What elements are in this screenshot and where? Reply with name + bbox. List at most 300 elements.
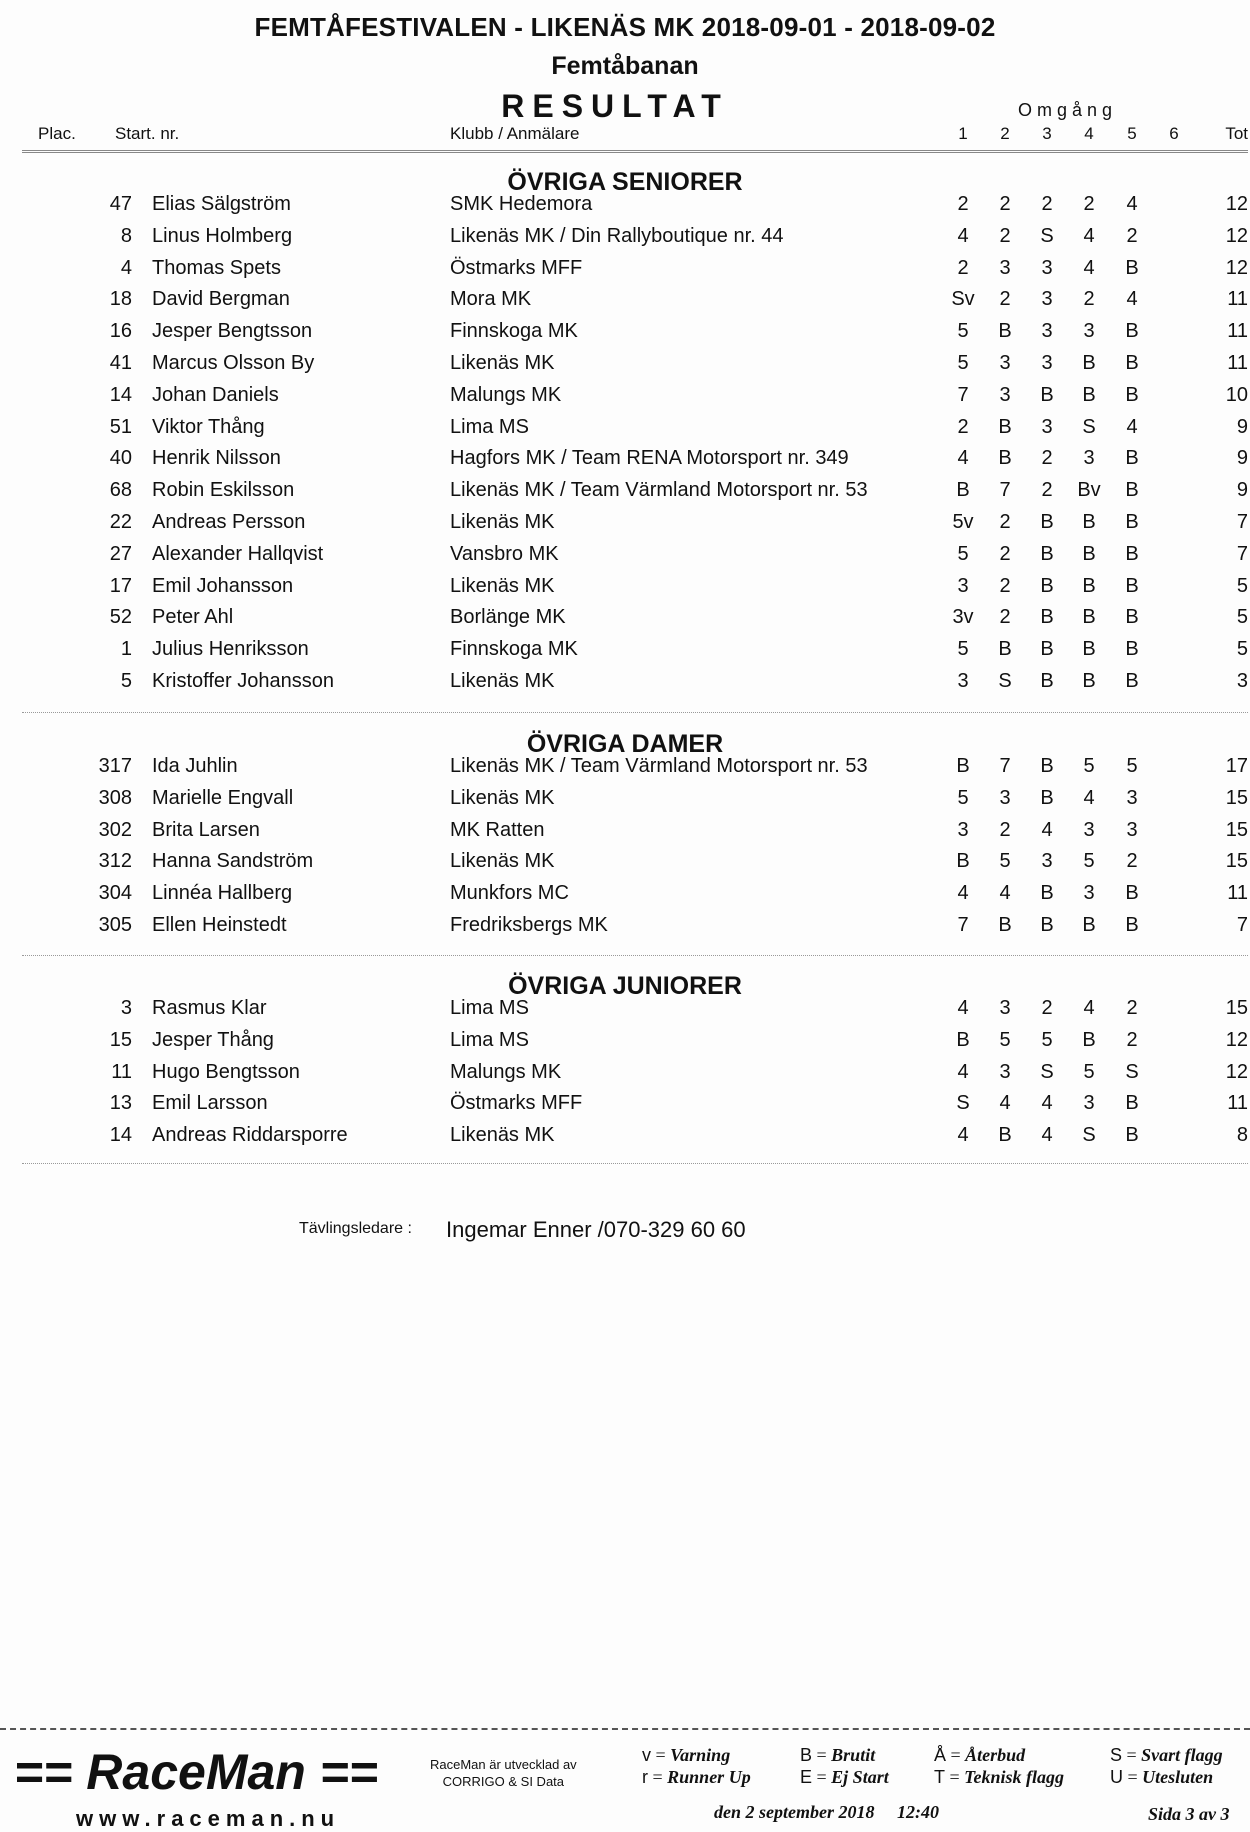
start-number: 302	[98, 819, 132, 841]
official-label: Tävlingsledare :	[299, 1220, 412, 1237]
driver-name: Viktor Thång	[152, 416, 265, 438]
club-name: Likenäs MK	[450, 850, 555, 872]
round-3-result: B	[1040, 882, 1054, 904]
section-title-damer: ÖVRIGA DAMER	[526, 730, 724, 758]
driver-name: Emil Larsson	[152, 1092, 268, 1114]
round-2-result: 4	[999, 882, 1011, 904]
round-2-result: 5	[999, 850, 1011, 872]
round-2-result: B	[998, 447, 1012, 469]
start-number: 40	[109, 447, 132, 469]
club-name: Likenäs MK / Din Rallyboutique nr. 44	[450, 225, 784, 247]
track-name: Femtåbanan	[551, 52, 699, 80]
round-5-result: B	[1125, 257, 1139, 279]
col-round-6: 6	[1169, 124, 1179, 143]
round-1-result: B	[956, 479, 970, 501]
round-5-result: B	[1125, 914, 1139, 936]
round-2-result: 7	[999, 479, 1011, 501]
start-number: 16	[109, 320, 132, 342]
round-1-result: 5	[957, 787, 969, 809]
raceman-url[interactable]: www.raceman.nu	[76, 1806, 341, 1831]
driver-name: Ida Juhlin	[152, 755, 238, 777]
total-points: 8	[1236, 1124, 1248, 1146]
round-5-result: 4	[1126, 193, 1138, 215]
round-1-result: 4	[957, 447, 969, 469]
round-3-result: B	[1040, 511, 1054, 533]
official-value: Ingemar Enner /070-329 60 60	[446, 1217, 746, 1242]
start-number: 4	[120, 257, 132, 279]
start-number: 14	[109, 1124, 132, 1146]
result-row	[0, 543, 1250, 575]
round-1-result: 5	[957, 543, 969, 565]
round-4-result: B	[1082, 543, 1096, 565]
round-4-result: 2	[1083, 193, 1095, 215]
club-name: Likenäs MK / Team Värmland Motorsport nr. 53	[450, 479, 868, 501]
credit-line-2: CORRIGO & SI Data	[442, 1774, 565, 1789]
total-points: 9	[1236, 416, 1248, 438]
legend-item: T = Teknisk flagg	[934, 1767, 1064, 1787]
result-row	[0, 787, 1250, 819]
round-5-result: B	[1125, 882, 1139, 904]
header-divider	[22, 150, 1248, 153]
driver-name: Henrik Nilsson	[152, 447, 281, 469]
round-5-result: 3	[1126, 787, 1138, 809]
result-row	[0, 882, 1250, 914]
col-round-1: 1	[958, 124, 968, 143]
round-5-result: B	[1125, 352, 1139, 374]
legend-text: Varning	[670, 1745, 731, 1765]
club-name: Lima MS	[450, 997, 529, 1019]
round-3-result: 3	[1041, 288, 1053, 310]
legend-code: Å	[934, 1745, 947, 1765]
result-row	[0, 638, 1250, 670]
round-1-result: B	[956, 850, 970, 872]
round-4-result: B	[1082, 670, 1096, 692]
round-1-result: 4	[957, 1124, 969, 1146]
col-round-2: 2	[1000, 124, 1010, 143]
round-5-result: 5	[1126, 755, 1138, 777]
result-row	[0, 755, 1250, 787]
section-divider	[22, 712, 1248, 713]
round-1-result: 5	[957, 320, 969, 342]
round-3-result: S	[1040, 1061, 1054, 1083]
round-2-result: B	[998, 320, 1012, 342]
result-title: RESULTAT	[501, 88, 729, 124]
start-number: 18	[109, 288, 132, 310]
legend-code: E	[800, 1767, 813, 1787]
round-5-result: B	[1125, 670, 1139, 692]
result-row	[0, 914, 1250, 946]
result-row	[0, 416, 1250, 448]
round-3-result: 4	[1041, 1092, 1053, 1114]
round-4-result: 4	[1083, 225, 1095, 247]
legend-text: Runner Up	[667, 1767, 751, 1787]
round-5-result: B	[1125, 543, 1139, 565]
round-1-result: 3	[957, 819, 969, 841]
result-row	[0, 511, 1250, 543]
round-2-result: 2	[999, 511, 1011, 533]
legend-text: Utesluten	[1142, 1767, 1214, 1787]
driver-name: Andreas Persson	[152, 511, 306, 533]
driver-name: Andreas Riddarsporre	[152, 1124, 348, 1146]
total-points: 10	[1225, 384, 1248, 406]
start-number: 3	[120, 997, 132, 1019]
result-row	[0, 288, 1250, 320]
round-3-result: 2	[1041, 479, 1053, 501]
result-row	[0, 447, 1250, 479]
driver-name: David Bergman	[152, 288, 290, 310]
section-divider	[22, 1163, 1248, 1164]
col-start-nr: Start. nr.	[115, 124, 180, 143]
legend-text: Brutit	[831, 1745, 876, 1765]
total-points: 5	[1236, 575, 1248, 597]
event-title: FEMTÅFESTIVALEN - LIKENÄS MK 2018-09-01 - 2018-09-02	[254, 12, 996, 42]
round-1-result: B	[956, 755, 970, 777]
total-points: 12	[1225, 1029, 1248, 1051]
driver-name: Linus Holmberg	[152, 225, 293, 247]
legend-code: U	[1110, 1767, 1123, 1787]
round-1-result: 7	[957, 384, 969, 406]
club-name: Malungs MK	[450, 1061, 562, 1083]
driver-name: Marielle Engvall	[152, 787, 294, 809]
driver-name: Hanna Sandström	[152, 850, 314, 872]
start-number: 52	[109, 606, 132, 628]
round-4-result: 2	[1083, 288, 1095, 310]
round-5-result: 2	[1126, 850, 1138, 872]
total-points: 12	[1225, 1061, 1248, 1083]
round-3-result: 5	[1041, 1029, 1053, 1051]
round-3-result: 3	[1041, 352, 1053, 374]
result-row	[0, 819, 1250, 851]
club-name: Likenäs MK	[450, 352, 555, 374]
legend-code: B	[800, 1745, 813, 1765]
footer-divider	[0, 1728, 1250, 1730]
result-row	[0, 575, 1250, 607]
round-2-result: 3	[999, 997, 1011, 1019]
club-name: Finnskoga MK	[450, 638, 578, 660]
driver-name: Johan Daniels	[152, 384, 279, 406]
page-number: Sida 3 av 3	[1148, 1804, 1230, 1824]
total-points: 9	[1236, 447, 1248, 469]
round-5-result: B	[1125, 384, 1139, 406]
club-name: MK Ratten	[450, 819, 545, 841]
club-name: Likenäs MK / Team Värmland Motorsport nr. 53	[450, 755, 868, 777]
total-points: 15	[1225, 787, 1248, 809]
round-3-result: 3	[1041, 416, 1053, 438]
club-name: Vansbro MK	[450, 543, 559, 565]
start-number: 1	[120, 638, 132, 660]
driver-name: Ellen Heinstedt	[152, 914, 287, 936]
result-row	[0, 320, 1250, 352]
round-5-result: B	[1125, 511, 1139, 533]
club-name: Lima MS	[450, 416, 529, 438]
total-points: 5	[1236, 638, 1248, 660]
round-5-result: 2	[1126, 1029, 1138, 1051]
result-row	[0, 606, 1250, 638]
round-2-result: 2	[999, 225, 1011, 247]
driver-name: Robin Eskilsson	[152, 479, 295, 501]
round-5-result: 2	[1126, 225, 1138, 247]
club-name: Likenäs MK	[450, 511, 555, 533]
round-3-result: B	[1040, 638, 1054, 660]
round-5-result: B	[1125, 447, 1139, 469]
start-number: 317	[98, 755, 132, 777]
driver-name: Brita Larsen	[152, 819, 260, 841]
raceman-logo: == RaceMan ==	[14, 1744, 379, 1800]
round-1-result: Sv	[951, 288, 975, 310]
round-5-result: B	[1125, 1092, 1139, 1114]
club-name: SMK Hedemora	[450, 193, 593, 215]
round-2-result: 3	[999, 352, 1011, 374]
total-points: 7	[1236, 511, 1248, 533]
start-number: 22	[109, 511, 132, 533]
total-points: 11	[1227, 1092, 1248, 1114]
round-2-result: 2	[999, 288, 1011, 310]
round-2-result: 4	[999, 1092, 1011, 1114]
driver-name: Kristoffer Johansson	[152, 670, 334, 692]
round-2-result: 2	[999, 193, 1011, 215]
round-1-result: S	[956, 1092, 970, 1114]
round-3-result: 3	[1041, 850, 1053, 872]
round-3-result: 4	[1041, 819, 1053, 841]
total-points: 12	[1225, 225, 1248, 247]
round-2-result: 2	[999, 543, 1011, 565]
round-4-result: 5	[1083, 850, 1095, 872]
result-row	[0, 850, 1250, 882]
legend-text: Återbud	[965, 1745, 1026, 1765]
round-5-result: 4	[1126, 288, 1138, 310]
round-4-result: Bv	[1077, 479, 1101, 501]
round-4-result: S	[1082, 416, 1096, 438]
total-points: 9	[1236, 479, 1248, 501]
round-4-result: 4	[1083, 787, 1095, 809]
total-points: 5	[1236, 606, 1248, 628]
total-points: 7	[1236, 914, 1248, 936]
round-2-result: 7	[999, 755, 1011, 777]
col-plac: Plac.	[38, 124, 76, 143]
round-2-result: 3	[999, 384, 1011, 406]
result-row	[0, 352, 1250, 384]
club-name: Malungs MK	[450, 384, 562, 406]
round-4-result: B	[1082, 1029, 1096, 1051]
round-3-result: 2	[1041, 447, 1053, 469]
result-row	[0, 1124, 1250, 1156]
start-number: 305	[98, 914, 132, 936]
round-4-result: 3	[1083, 882, 1095, 904]
driver-name: Peter Ahl	[152, 606, 234, 628]
club-name: Munkfors MC	[450, 882, 569, 904]
round-4-result: 3	[1083, 320, 1095, 342]
round-1-result: 4	[957, 997, 969, 1019]
result-row	[0, 1092, 1250, 1124]
round-2-result: B	[998, 416, 1012, 438]
round-3-result: B	[1040, 575, 1054, 597]
round-1-result: 2	[957, 193, 969, 215]
round-4-result: B	[1082, 384, 1096, 406]
start-number: 312	[98, 850, 132, 872]
legend-item: B = Brutit	[800, 1745, 876, 1765]
club-name: Mora MK	[450, 288, 532, 310]
round-4-result: S	[1082, 1124, 1096, 1146]
round-2-result: 2	[999, 575, 1011, 597]
round-1-result: 3	[957, 575, 969, 597]
club-name: Likenäs MK	[450, 1124, 555, 1146]
round-3-result: B	[1040, 606, 1054, 628]
round-3-result: 2	[1041, 193, 1053, 215]
round-4-result: B	[1082, 914, 1096, 936]
round-3-result: B	[1040, 755, 1054, 777]
driver-name: Alexander Hallqvist	[152, 543, 324, 565]
start-number: 15	[109, 1029, 132, 1051]
round-5-result: 3	[1126, 819, 1138, 841]
col-round-4: 4	[1084, 124, 1094, 143]
total-points: 17	[1225, 755, 1248, 777]
legend-item: S = Svart flagg	[1110, 1745, 1223, 1765]
round-3-result: 3	[1041, 320, 1053, 342]
start-number: 11	[111, 1061, 132, 1083]
round-4-result: 5	[1083, 755, 1095, 777]
legend-item: Å = Återbud	[934, 1745, 1026, 1765]
round-4-result: B	[1082, 606, 1096, 628]
club-name: Östmarks MFF	[450, 1092, 583, 1114]
start-number: 47	[109, 193, 132, 215]
total-points: 15	[1225, 997, 1248, 1019]
round-3-result: B	[1040, 543, 1054, 565]
legend-code: S	[1110, 1745, 1123, 1765]
round-3-result: 3	[1041, 257, 1053, 279]
round-3-result: 2	[1041, 997, 1053, 1019]
round-4-result: 3	[1083, 447, 1095, 469]
round-1-result: 5	[957, 352, 969, 374]
round-4-result: B	[1082, 352, 1096, 374]
result-row	[0, 1029, 1250, 1061]
legend-code: r	[642, 1767, 648, 1787]
round-3-result: B	[1040, 787, 1054, 809]
result-row	[0, 479, 1250, 511]
round-group-label: Omgång	[1018, 100, 1118, 120]
round-3-result: 4	[1041, 1124, 1053, 1146]
round-3-result: S	[1040, 225, 1054, 247]
legend-text: Teknisk flagg	[964, 1767, 1064, 1787]
result-row	[0, 997, 1250, 1029]
result-row	[0, 225, 1250, 257]
start-number: 13	[109, 1092, 132, 1114]
col-round-5: 5	[1127, 124, 1137, 143]
legend-item: v = Varning	[642, 1745, 731, 1765]
round-5-result: S	[1125, 1061, 1139, 1083]
club-name: Borlänge MK	[450, 606, 566, 628]
result-row	[0, 384, 1250, 416]
total-points: 3	[1236, 670, 1248, 692]
round-5-result: 2	[1126, 997, 1138, 1019]
round-2-result: B	[998, 1124, 1012, 1146]
legend-item: r = Runner Up	[642, 1767, 751, 1787]
start-number: 27	[109, 543, 132, 565]
start-number: 51	[109, 416, 132, 438]
round-1-result: 3	[957, 670, 969, 692]
driver-name: Jesper Bengtsson	[152, 320, 313, 342]
round-5-result: B	[1125, 479, 1139, 501]
round-2-result: 2	[999, 819, 1011, 841]
round-3-result: B	[1040, 384, 1054, 406]
total-points: 11	[1227, 288, 1248, 310]
round-1-result: 2	[957, 416, 969, 438]
driver-name: Rasmus Klar	[152, 997, 267, 1019]
club-name: Fredriksbergs MK	[450, 914, 608, 936]
round-5-result: B	[1125, 320, 1139, 342]
club-name: Likenäs MK	[450, 670, 555, 692]
driver-name: Elias Sälgström	[152, 193, 291, 215]
result-row	[0, 193, 1250, 225]
club-name: Finnskoga MK	[450, 320, 578, 342]
start-number: 68	[109, 479, 132, 501]
round-5-result: 4	[1126, 416, 1138, 438]
round-5-result: B	[1125, 606, 1139, 628]
round-5-result: B	[1125, 575, 1139, 597]
col-tot: Tot	[1225, 124, 1248, 143]
round-4-result: 5	[1083, 1061, 1095, 1083]
round-1-result: 3v	[952, 606, 974, 628]
round-4-result: 3	[1083, 819, 1095, 841]
start-number: 14	[109, 384, 132, 406]
round-2-result: B	[998, 914, 1012, 936]
legend-text: Ej Start	[831, 1767, 889, 1787]
start-number: 8	[120, 225, 132, 247]
result-row	[0, 257, 1250, 289]
driver-name: Jesper Thång	[152, 1029, 274, 1051]
round-4-result: 3	[1083, 1092, 1095, 1114]
legend-text: Svart flagg	[1141, 1745, 1223, 1765]
total-points: 11	[1227, 882, 1248, 904]
section-divider	[22, 955, 1248, 956]
club-name: Likenäs MK	[450, 575, 555, 597]
credit-line-1: RaceMan är utvecklad av	[430, 1757, 577, 1772]
round-4-result: B	[1082, 511, 1096, 533]
round-1-result: B	[956, 1029, 970, 1051]
total-points: 12	[1225, 193, 1248, 215]
driver-name: Marcus Olsson By	[152, 352, 315, 374]
start-number: 17	[109, 575, 132, 597]
club-name: Likenäs MK	[450, 787, 555, 809]
section-title-juniorer: ÖVRIGA JUNIORER	[508, 972, 742, 1000]
printed-timestamp: den 2 september 2018 12:40	[714, 1802, 939, 1822]
driver-name: Linnéa Hallberg	[152, 882, 293, 904]
round-3-result: B	[1040, 914, 1054, 936]
legend-code: v	[642, 1745, 651, 1765]
start-number: 5	[120, 670, 132, 692]
round-2-result: 3	[999, 787, 1011, 809]
round-3-result: B	[1040, 670, 1054, 692]
round-5-result: B	[1125, 1124, 1139, 1146]
total-points: 11	[1227, 352, 1248, 374]
col-club: Klubb / Anmälare	[450, 124, 580, 143]
total-points: 15	[1225, 819, 1248, 841]
round-2-result: 2	[999, 606, 1011, 628]
round-4-result: 4	[1083, 257, 1095, 279]
club-name: Östmarks MFF	[450, 257, 583, 279]
legend-item: E = Ej Start	[800, 1767, 889, 1787]
round-4-result: B	[1082, 575, 1096, 597]
round-1-result: 7	[957, 914, 969, 936]
result-row	[0, 1061, 1250, 1093]
driver-name: Hugo Bengtsson	[152, 1061, 300, 1083]
round-2-result: 3	[999, 257, 1011, 279]
club-name: Hagfors MK / Team RENA Motorsport nr. 349	[450, 447, 849, 469]
round-4-result: 4	[1083, 997, 1095, 1019]
section-title-seniorer: ÖVRIGA SENIORER	[507, 168, 743, 196]
driver-name: Julius Henriksson	[152, 638, 309, 660]
start-number: 41	[109, 352, 132, 374]
round-5-result: B	[1125, 638, 1139, 660]
